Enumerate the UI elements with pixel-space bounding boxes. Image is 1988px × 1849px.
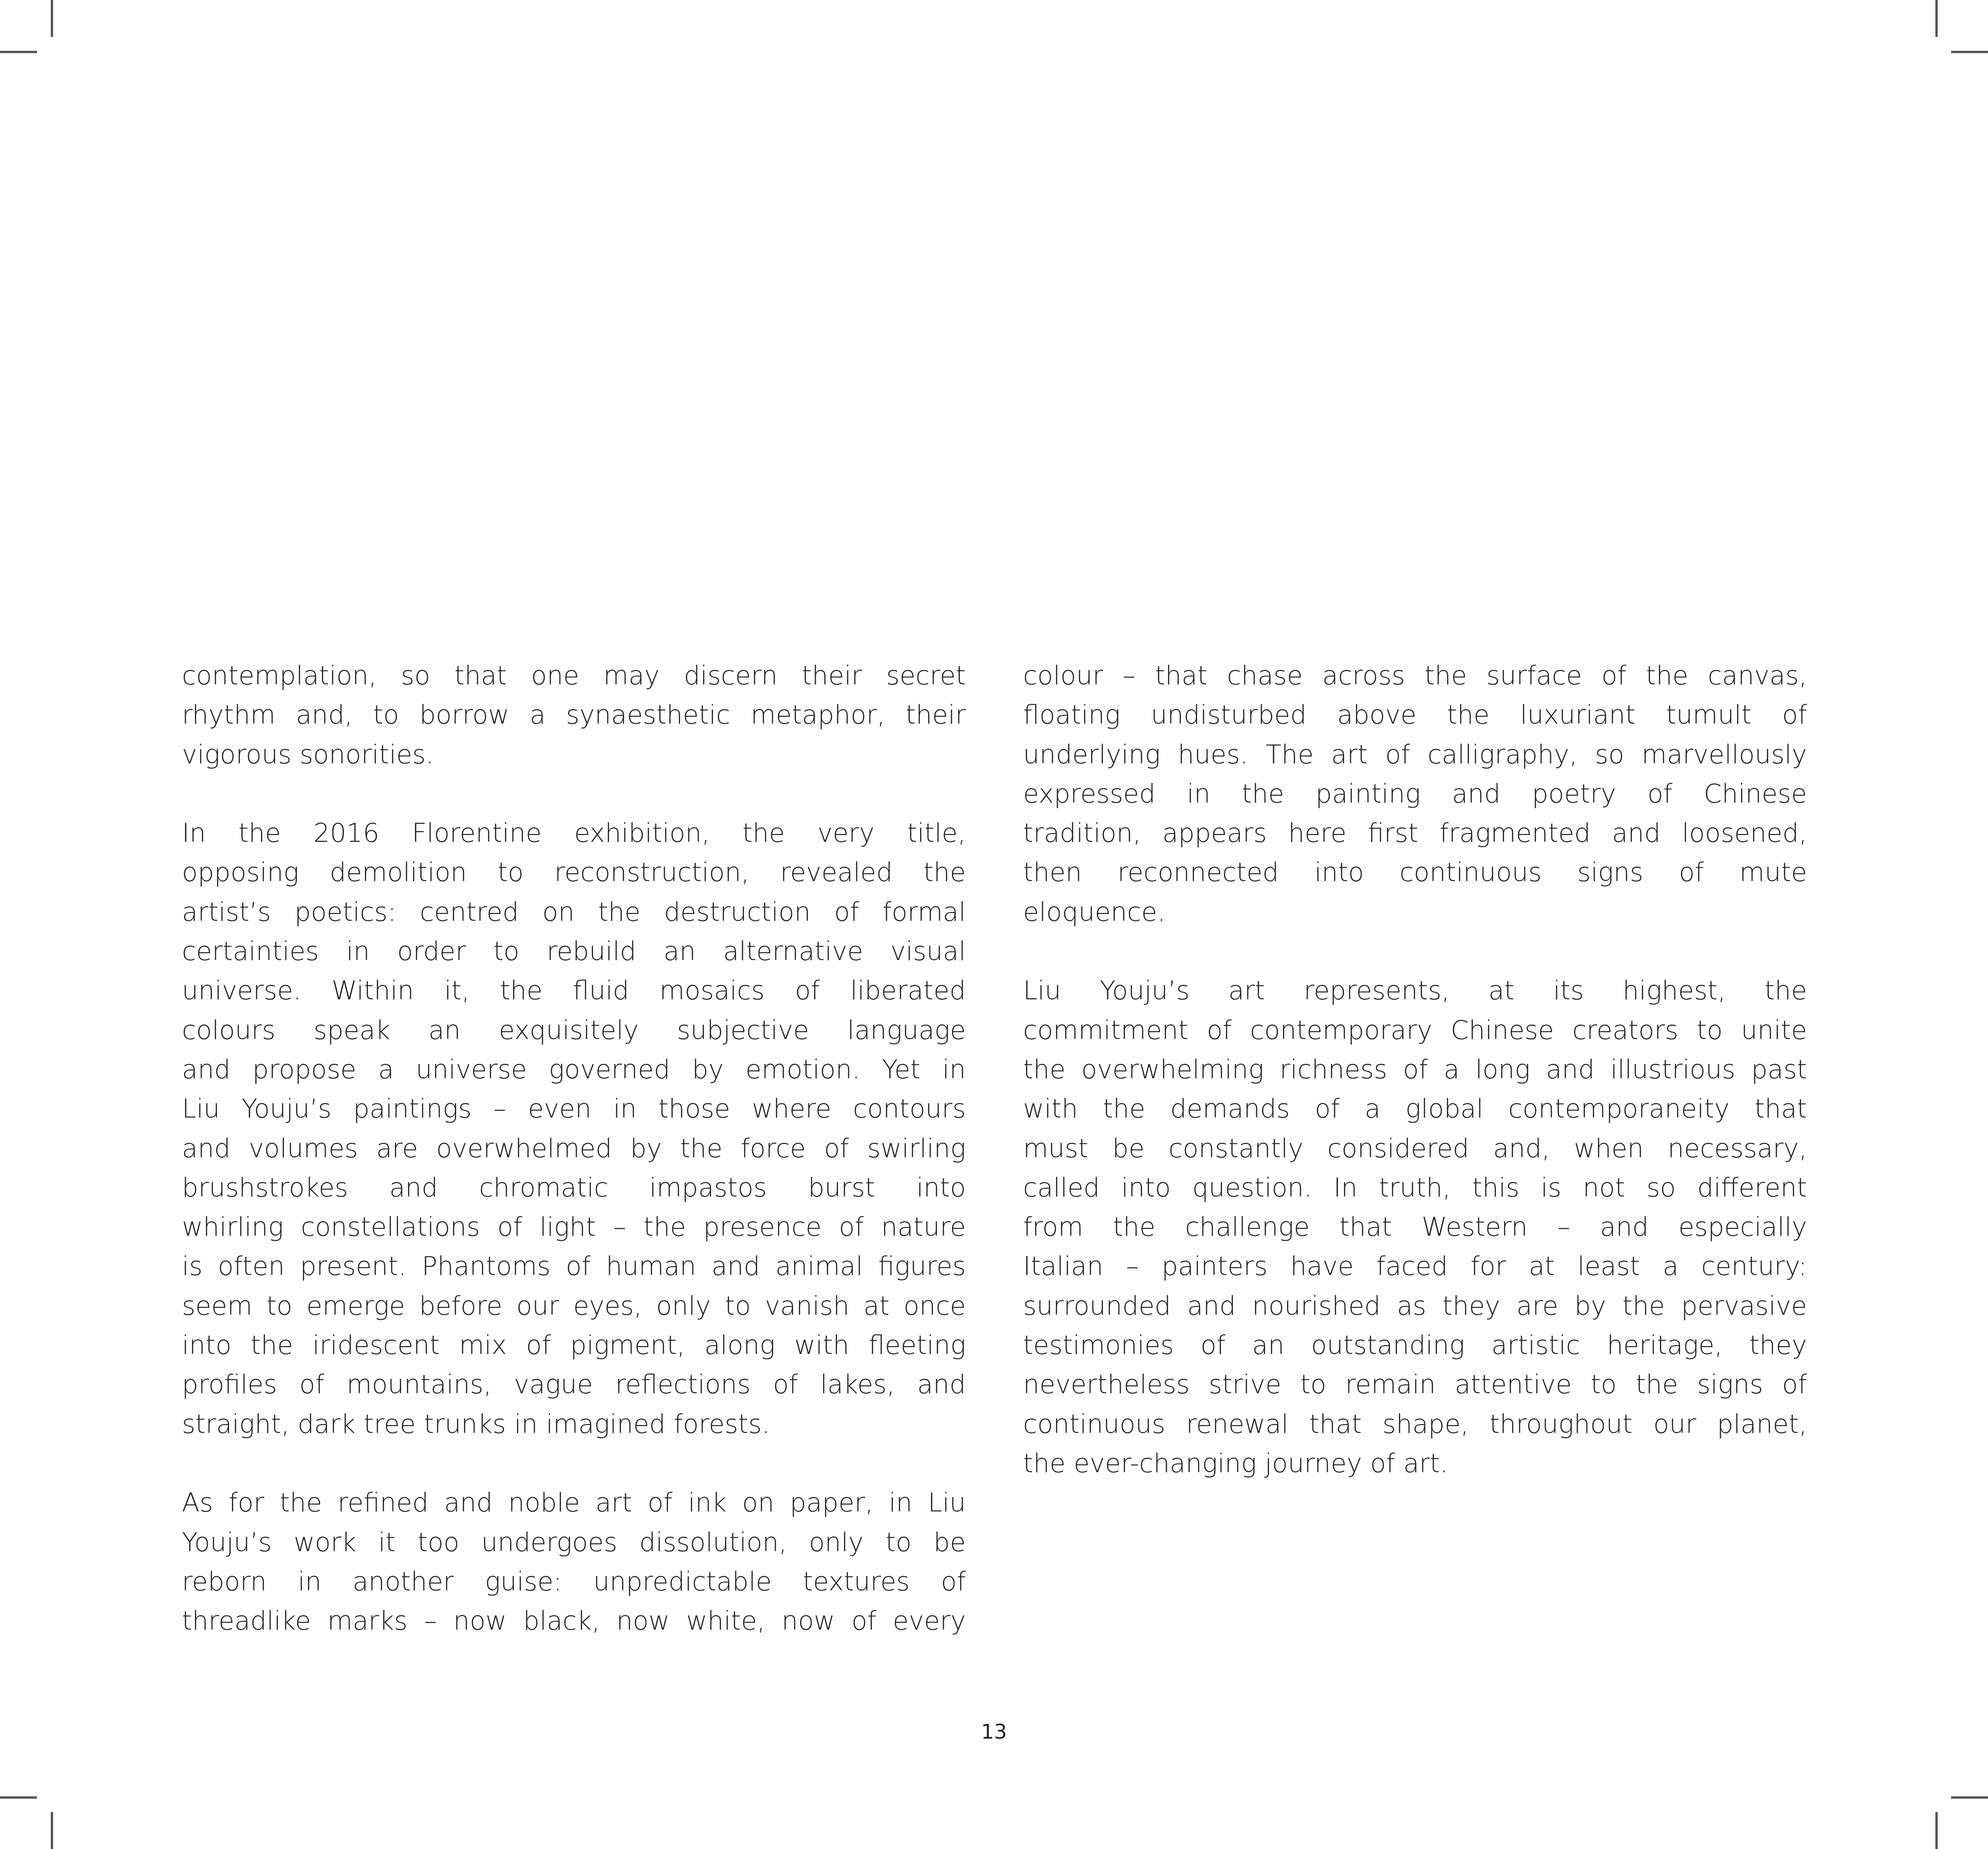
text-line: artist’s poetics: centred on the destruction of formal	[182, 897, 966, 927]
text-line: reborn in another guise: unpredictable textures of	[182, 1566, 966, 1597]
text-line: testimonies of an outstanding artistic heritage, they	[1023, 1330, 1807, 1361]
text-line: called into question. In truth, this is not so different	[1023, 1172, 1807, 1203]
text-line: into the iridescent mix of pigment, along with fleeting	[182, 1330, 966, 1361]
text-line: from the challenge that Western – and especially	[1023, 1212, 1807, 1243]
text-line: Youju’s work it too undergoes dissolution, only to be	[182, 1527, 966, 1558]
crop-mark-bottom-right-vertical	[1935, 1812, 1938, 1849]
text-line: colour – that chase across the surface of the canvas,	[1023, 661, 1807, 691]
paragraph	[182, 1483, 966, 1641]
crop-mark-bottom-left-horizontal	[0, 1796, 37, 1799]
text-line: eloquence.	[1023, 897, 1166, 927]
text-line: commitment of contemporary Chinese creators to unite	[1023, 1015, 1807, 1045]
crop-mark-top-left-horizontal	[0, 51, 37, 53]
text-line: with the demands of a global contemporaneity that	[1023, 1094, 1807, 1124]
text-line: is often present. Phantoms of human and animal figures	[182, 1251, 966, 1282]
paragraph-gap	[1023, 932, 1807, 971]
text-line: brushstrokes and chromatic impastos burst into	[182, 1172, 966, 1203]
text-line: the overwhelming richness of a long and illustrious past	[1023, 1054, 1807, 1085]
text-line: Liu Youju’s art represents, at its highest, the	[1023, 976, 1807, 1006]
text-line: then reconnected into continuous signs of mute	[1023, 858, 1807, 888]
page-number: 13	[981, 1720, 1007, 1744]
text-line: In the 2016 Florentine exhibition, the very title,	[182, 818, 966, 849]
left-column	[182, 656, 966, 1641]
paragraph-gap	[182, 774, 966, 814]
text-line: Liu Youju’s paintings – even in those where contours	[182, 1094, 966, 1124]
text-line: expressed in the painting and poetry of Chinese	[1023, 779, 1807, 809]
text-line: contemplation, so that one may discern their secret	[182, 661, 966, 691]
text-line: tradition, appears here first fragmented and loosened,	[1023, 818, 1807, 849]
text-line: must be constantly considered and, when necessary,	[1023, 1133, 1807, 1164]
paragraph	[182, 814, 966, 1444]
crop-mark-top-right-vertical	[1935, 0, 1938, 37]
text-line: colours speak an exquisitely subjective language	[182, 1015, 966, 1045]
text-line: whirling constellations of light – the presence of nature	[182, 1212, 966, 1243]
crop-mark-bottom-left-vertical	[51, 1812, 53, 1849]
crop-mark-bottom-right-horizontal	[1951, 1796, 1988, 1799]
text-line: the ever-changing journey of art.	[1023, 1448, 1448, 1479]
text-line: and volumes are overwhelmed by the force of swirling	[182, 1133, 966, 1164]
paragraph	[1023, 971, 1807, 1483]
text-line: underlying hues. The art of calligraphy, so marvellously	[1023, 739, 1807, 770]
crop-mark-top-right-horizontal	[1951, 51, 1988, 53]
text-line: As for the refined and noble art of ink on paper, in Liu	[182, 1488, 966, 1518]
text-line: profiles of mountains, vague reflections of lakes, and	[182, 1370, 966, 1400]
text-line: and propose a universe governed by emotion. Yet in	[182, 1054, 966, 1085]
text-line: universe. Within it, the fluid mosaics of liberated	[182, 976, 966, 1006]
paragraph	[182, 656, 966, 774]
crop-mark-top-left-vertical	[51, 0, 53, 37]
text-line: straight, dark tree trunks in imagined forests.	[182, 1409, 770, 1439]
text-line: vigorous sonorities.	[182, 739, 434, 770]
text-line: Italian – painters have faced for at least a century:	[1023, 1251, 1807, 1282]
text-line: rhythm and, to borrow a synaesthetic metaphor, their	[182, 700, 966, 731]
text-line: continuous renewal that shape, throughout our planet,	[1023, 1409, 1807, 1439]
text-line: opposing demolition to reconstruction, revealed the	[182, 858, 966, 888]
paragraph-gap	[182, 1444, 966, 1483]
text-line: certainties in order to rebuild an alternative visual	[182, 937, 966, 967]
text-line: seem to emerge before our eyes, only to vanish at once	[182, 1291, 966, 1321]
text-line: surrounded and nourished as they are by the pervasive	[1023, 1291, 1807, 1321]
text-line: floating undisturbed above the luxuriant tumult of	[1023, 700, 1807, 731]
paragraph	[1023, 656, 1807, 932]
text-line: nevertheless strive to remain attentive to the signs of	[1023, 1370, 1807, 1400]
right-column	[1023, 656, 1807, 1483]
text-line: threadlike marks – now black, now white, now of every	[182, 1606, 966, 1637]
